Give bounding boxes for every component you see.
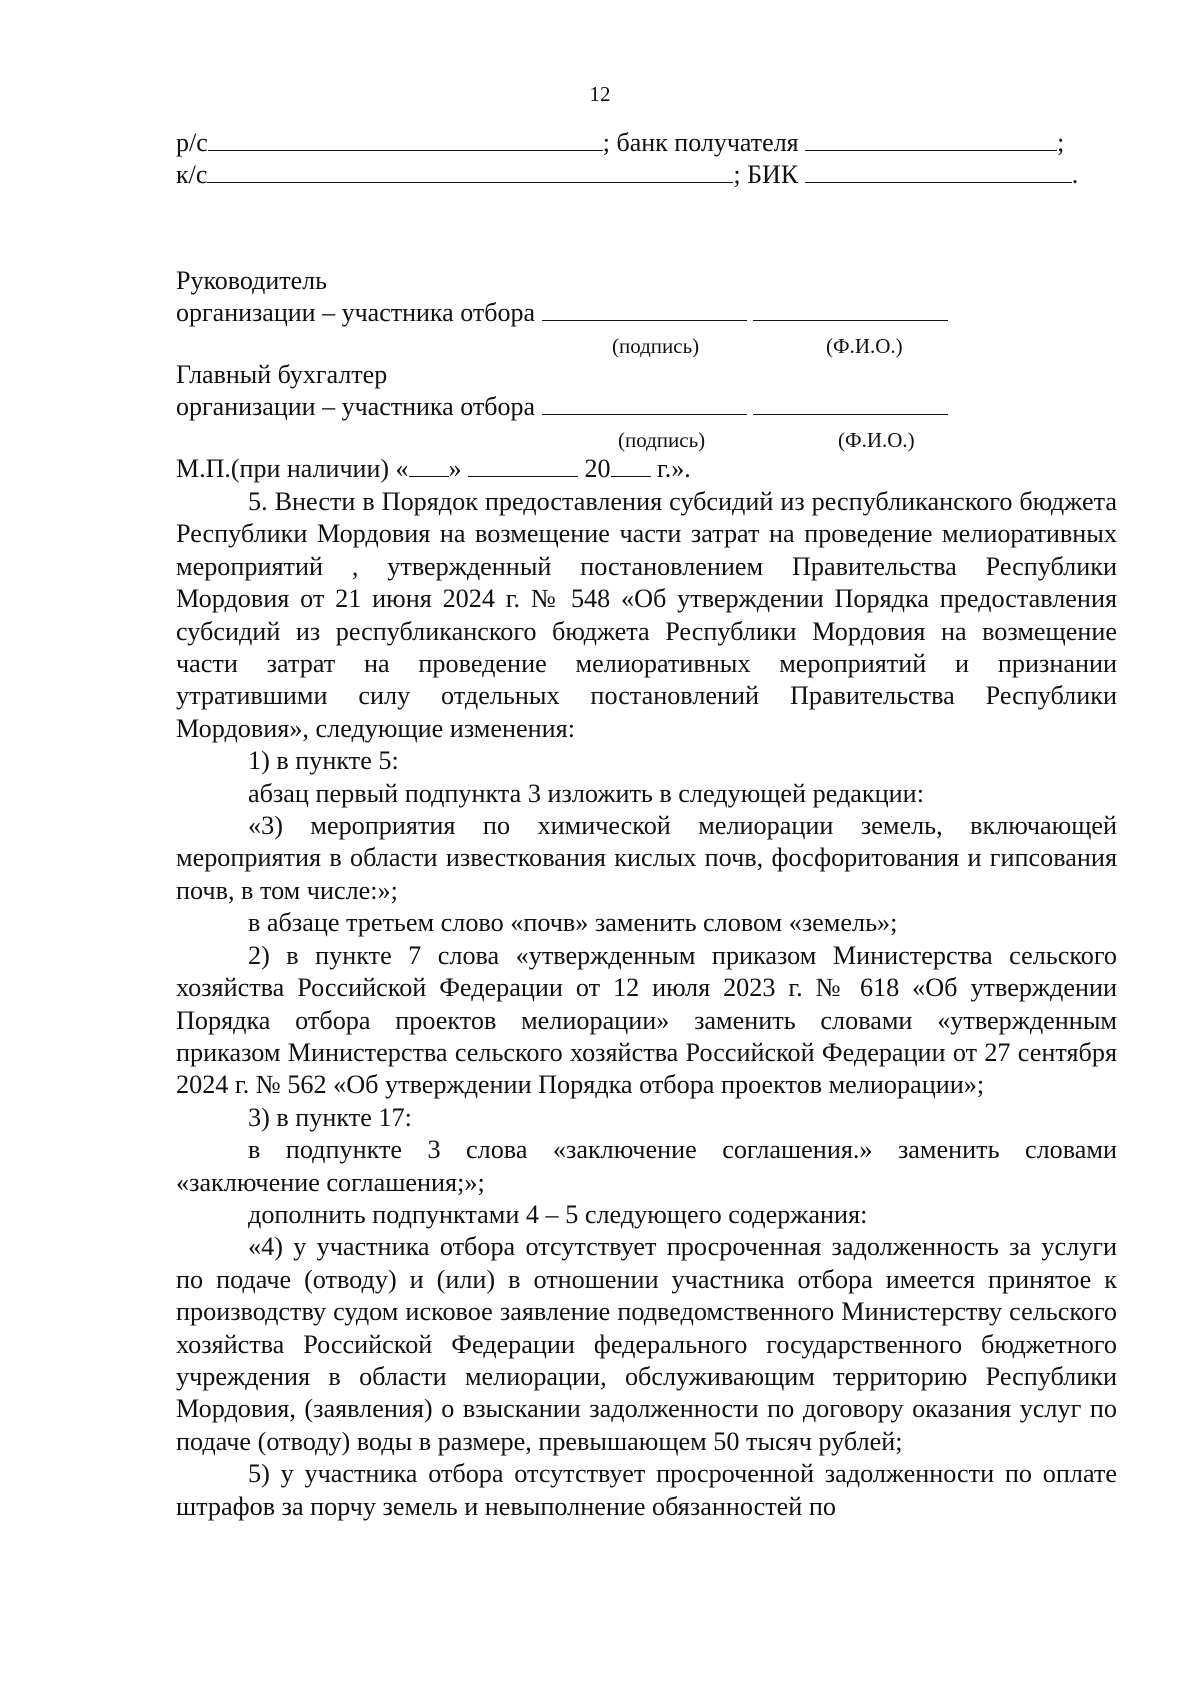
page-number: 12 xyxy=(589,82,611,106)
paragraph-subpoint-4: «4) у участника отбора отсутствует просроченная задолженность за услуги по подаче (отводу) и (или) в отношении участника отбора имеется принятое к производству судом исковое заявление подведомственного Министерству сельского хозяйства Российской Федерации федерального государственного бюджетного учреждения в области мелиорации, обслуживающим территорию Республики Мордовия, (заявления) о взыскании задолженности по договору оказания услуг по подаче (отводу) воды в размере, превышающем 50 тысяч рублей; xyxy=(176,1232,1117,1456)
accountant-fio-blank xyxy=(753,392,948,415)
month-blank xyxy=(468,454,578,477)
bank-semicolon: ; xyxy=(1057,128,1065,157)
accountant-signature-blank xyxy=(542,392,747,415)
head-fio-caption: (Ф.И.О.) xyxy=(826,334,903,358)
bik-period: . xyxy=(1071,160,1079,189)
accountant-title-text: организации – участника отбора xyxy=(176,392,535,421)
paragraph-sub-3: 3) в пункте 17: xyxy=(248,1102,412,1132)
paragraph-abzats: абзац первый подпункта 3 изложить в следующей редакции: xyxy=(248,778,924,808)
ks-line xyxy=(176,160,1078,190)
rs-label: р/с xyxy=(176,128,208,157)
accountant-title-line-2 xyxy=(176,392,948,422)
head-title-line-2 xyxy=(176,298,948,328)
paragraph-subpoint-3: в подпункте 3 слова «заключение соглашения.» заменить словами «заключение соглашения;»; xyxy=(176,1135,1117,1197)
stamp-date-line xyxy=(176,454,691,484)
accountant-signature-caption: (подпись) xyxy=(618,428,706,452)
ks-blank xyxy=(207,160,733,183)
paragraph-abzats-third: в абзаце третьем слово «почв» заменить словом «земель»; xyxy=(248,908,898,938)
year-blank xyxy=(611,454,651,477)
bik-blank xyxy=(805,160,1072,183)
stamp-line-end: г.». xyxy=(657,454,691,483)
year-prefix: 20 xyxy=(584,454,611,483)
amendment-text xyxy=(176,486,1117,1523)
paragraph-sub-3-new: «3) мероприятия по химической мелиорации земель, включающей мероприятия в области известкования кислых почв, фосфоритования и гипсования почв, в том числе:»; xyxy=(176,811,1117,905)
stamp-label: М.П.(при наличии) « xyxy=(176,454,409,483)
bank-label: ; банк получателя xyxy=(602,128,799,157)
paragraph-sub-1: 1) в пункте 5: xyxy=(248,746,399,776)
stamp-quote: » xyxy=(448,454,462,483)
ks-label: к/с xyxy=(176,160,208,189)
accountant-title-line-1: Главный бухгалтер xyxy=(176,360,388,389)
accountant-fio-caption: (Ф.И.О.) xyxy=(838,428,915,452)
paragraph-sub-2: 2) в пункте 7 слова «утвержденным приказом Министерства сельского хозяйства Российской Федерации от 12 июля 2023 г. № 618 «Об утверждении Порядка отбора проектов мелиорации» заменить словами «утвержденным приказом Министерства сельского хозяйства Российской Федерации от 27 сентября 2024 г. № 562 «Об утверждении Порядка отбора проектов мелиорации»; xyxy=(176,940,1117,1100)
paragraph-item-5: 5. Внести в Порядок предоставления субсидий из республиканского бюджета Республики Мордовия на возмещение части затрат на проведение мелиоративных мероприятий , утвержденный постановлением Правительства Республики Мордовия от 21 июня 2024 г. № 548 «Об утверждении Порядка предоставления субсидий из республиканского бюджета Республики Мордовия на возмещение части затрат на проведение мелиоративных мероприятий и признании утратившими силу отдельных постановлений Правительства Республики Мордовия», следующие изменения: xyxy=(176,487,1117,743)
bank-blank xyxy=(805,128,1057,151)
head-fio-blank xyxy=(753,298,948,321)
paragraph-subpoint-5: 5) у участника отбора отсутствует просроченной задолженности по оплате штрафов за порчу земель и невыполнение обязанностей по xyxy=(176,1459,1117,1521)
paragraph-add-subpoints: дополнить подпунктами 4 – 5 следующего содержания: xyxy=(248,1199,868,1229)
day-blank xyxy=(409,454,449,477)
rs-blank xyxy=(208,128,603,151)
head-signature-blank xyxy=(542,298,747,321)
head-title-line-1: Руководитель xyxy=(176,266,327,295)
head-title-text: организации – участника отбора xyxy=(176,298,535,327)
bik-label: ; БИК xyxy=(733,160,799,189)
rs-line xyxy=(176,128,1064,158)
head-signature-caption: (подпись) xyxy=(612,334,700,358)
